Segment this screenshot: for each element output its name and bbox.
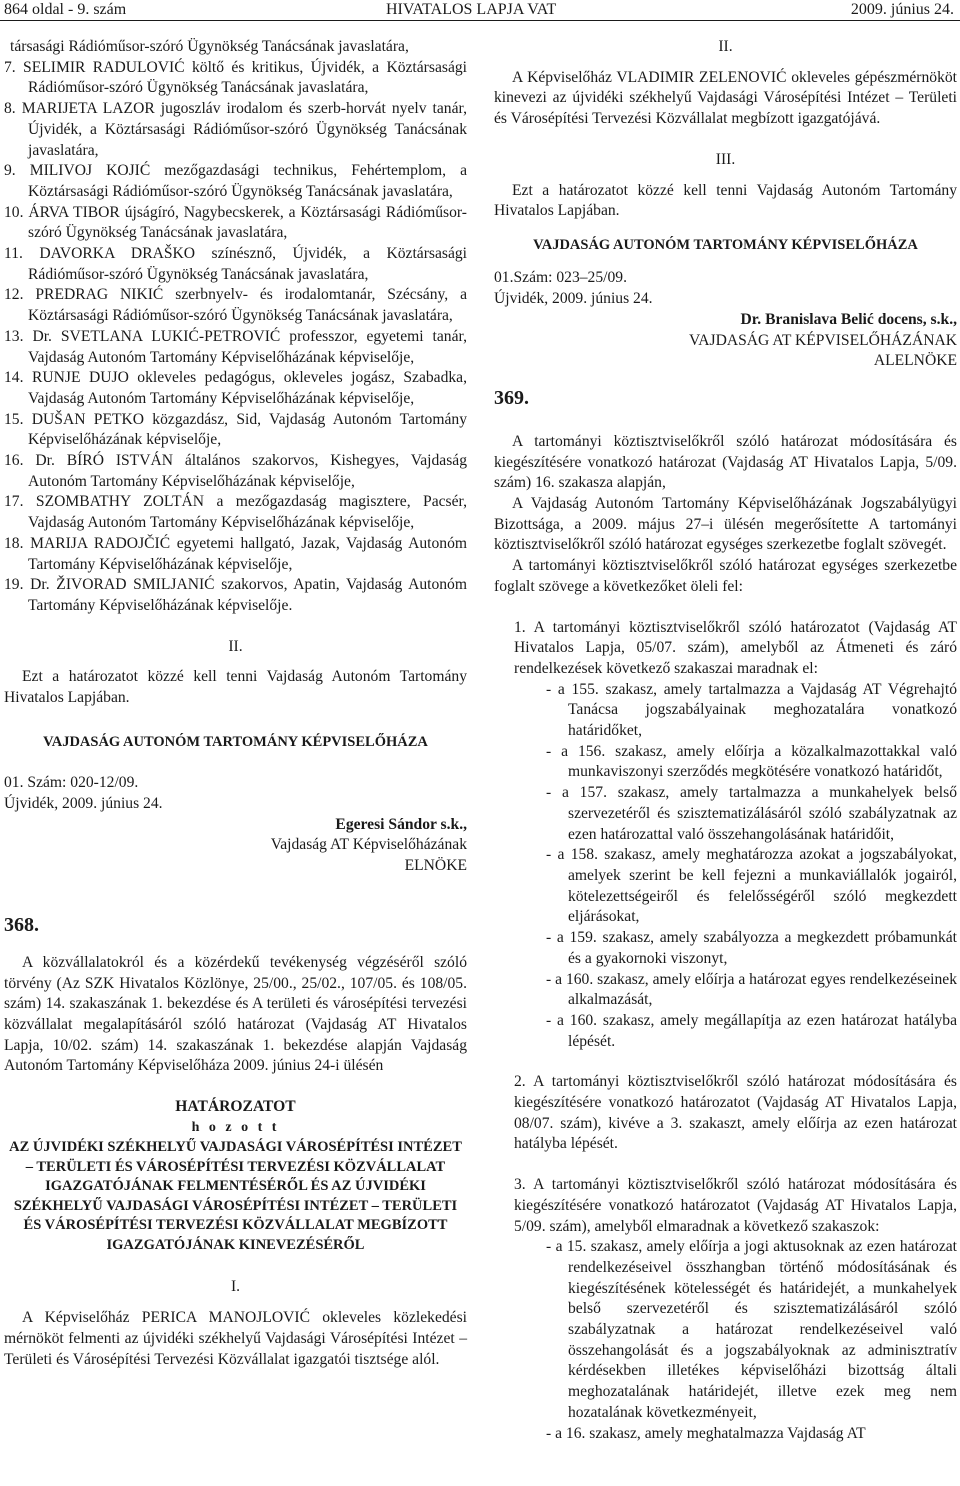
- list-item: 18. MARIJA RADOJČIĆ egyetemi hallgató, Jazak, Vajdaság Autonóm Tartomány Képviselőházának képviselője,: [4, 534, 467, 573]
- list-intro: társasági Rádióműsor-szóró Ügynökség Tanácsának javaslatára,: [10, 38, 409, 55]
- preamble: A közvállalatokról és a közérdekű tevékenység végzéséről szóló törvény (Az SZK Hivatalos Közlönye, 25/00., 25/02., 107/05. és 108/05. szám) 14. szakaszának 1. bekezdése és A területi és városépítési tervezési közvállalat megalapításáról szóló határozat (Vajdaság AT Hivatalos Lapja, 10/02. szám) 14. szakaszának 1. bekezdése alapján Vajdaság Autonóm Tartomány Képviselőháza 2009. június 24-i ülésén: [4, 953, 467, 1075]
- place-date: Újvidék, 2009. június 24.: [494, 290, 653, 308]
- section-ii-heading: II.: [228, 637, 243, 655]
- list-item: 11. DAVORKA DRAŠKO színésznő, Újvidék, a Köztársasági Rádióműsor-szóró Ügynökség Tanácsának javaslatára,: [4, 245, 467, 283]
- dash-list-item: - a 155. szakasz, amely tartalmazza a Vajdaság AT Végrehajtó Tanácsa jogszabályainak meghozatalára vonatkozó határidőket,: [546, 680, 957, 740]
- page-header: [0, 0, 960, 22]
- list-item: 7. SELIMIR RADULOVIĆ költő és kritikus, Újvidék, a Köztársasági Rádióműsor-szóró Ügynökség Tanácsának javaslatára,: [4, 58, 467, 97]
- list-item: 12. PREDRAG NIKIĆ szerbnyelv- és irodalomtanár, Szécsány, a Köztársasági Rádióműsor-szóró Ügynökség Tanácsának javaslatára,: [4, 286, 467, 325]
- body-title: VAJDASÁG AUTONÓM TARTOMÁNY KÉPVISELŐHÁZA: [533, 236, 918, 253]
- paragraph-3: A tartományi köztisztviselőkről szóló határozat egységes szerkezetbe foglalt szövege a következőket öleli fel:: [494, 557, 957, 595]
- section-ii-text: A Képviselőház VLADIMIR ZELENOVIĆ okleveles gépészmérnököt kinevezi az újvidéki székhelyű Vajdasági Városépítési Intézet – Területi és Városépítési Tervezési Közvállalat megbízott igazgatójává.: [494, 68, 957, 128]
- signer-name: Egeresi Sándor s.k.,: [335, 815, 467, 833]
- member-list: [4, 58, 467, 617]
- point-1: 1. A tartományi köztisztviselőkről szóló határozatot (Vajdaság AT Hivatalos Lapja, 05/07. szám), amelyből az Átmeneti és záró rendelkezések következő szakaszai maradnak el:: [514, 618, 957, 677]
- dash-list-item: - a 157. szakasz, amely tartalmazza a munkahelyek belső szervezetéről és szisztematizálásáról szóló szabályzatnak az ezen határozattal való összehangolásának határidőit,: [546, 784, 957, 843]
- signer-name: Dr. Branislava Belić docens, s.k.,: [740, 310, 957, 328]
- publish-text: Ezt a határozatot közzé kell tenni Vajdaság Autonóm Tartomány Hivatalos Lapjában.: [4, 668, 467, 707]
- place-date: Újvidék, 2009. június 24.: [4, 795, 163, 812]
- dash-list-item: - a 15. szakasz, amely előírja a jogi aktusoknak az ezen határozat rendelkezéseivel összhangban történő módosításának és kiegészítésének kötelességét és határidejét, a munkahelyek belső szervezetéről és szisztematizálásáról szóló szabályzatnak a határozat rendelkezéseivel való összehangolását és a jogszabályoknak az adminisztratív kérdésekben illetékes képviselőházi bizottság általi meghozatalának határidejét, illetve ezek meg nem hozatalának következményeit,: [546, 1238, 957, 1421]
- signer-role: Vajdaság AT Képviselőházának: [270, 836, 467, 854]
- decision-heading: AZ ÚJVIDÉKI SZÉKHELYŰ VAJDASÁGI VÁROSÉPÍTÉSI INTÉZET – TERÜLETI ÉS VÁROSÉPÍTÉSI TERVEZÉSI KÖZVÁLLALAT IGAZGATÓJÁNAK FELMENTÉSÉRŐL ÉS AZ ÚJVIDÉKI SZÉKHELYŰ VAJDASÁGI VÁROSÉPÍTÉSI INTÉZET – TERÜLETI ÉS VÁROSÉPÍTÉSI TERVEZÉSI KÖZVÁLLALAT MEGBÍZOTT IGAZGATÓJÁNAK KINEVEZÉSÉRŐL: [9, 1139, 462, 1253]
- issue-date: 2009. június 24.: [850, 1, 954, 18]
- document-number: 368.: [4, 913, 39, 936]
- list-item: 19. Dr. ŽIVORAD SMILJANIĆ szakorvos, Apatin, Vajdaság Autonóm Tartomány Képviselőházának képviselője.: [4, 576, 467, 614]
- point-1-dash-list: [494, 680, 957, 1053]
- dash-list-item: - a 159. szakasz, amely szabályozza a megkezdett próbamunkát és a gyakornoki viszonyt,: [546, 929, 957, 967]
- dash-list-item: - a 160. szakasz, amely előírja a határozat egyes rendelkezéseinek alkalmazását,: [546, 970, 957, 1009]
- paragraph-2: A Vajdaság Autonóm Tartomány Képviselőházának Jogszabályügyi Bizottsága, a 2009. május 27–i ülésén megerősítette A tartományi köztisztviselőkről szóló határozat egységes szerkezetbe foglalt szövegét.: [494, 495, 957, 554]
- list-item: 15. DUŠAN PETKO közgazdász, Sid, Vajdaság Autonóm Tartomány Képviselőházának képviselője,: [4, 410, 467, 449]
- signer-role: VAJDASÁG AT KÉPVISELŐHÁZÁNAK: [688, 331, 957, 349]
- page-number: 864 oldal - 9. szám: [4, 1, 127, 18]
- left-column: [4, 37, 467, 1370]
- list-item: 17. SZOMBATHY ZOLTÁN a mezőgazdaság magisztere, Pacsér, Vajdaság Autonóm Tartomány Képviselőházának képviselője,: [4, 493, 467, 532]
- dash-list-item: - a 156. szakasz, amely előírja a közalkalmazottakkal való munkaviszonyi szerződés megkötésére vonatkozó határidőt,: [546, 742, 957, 781]
- list-item: 14. RUNJE DUJO okleveles pedagógus, okleveles jogász, Szabadka, Vajdaság Autonóm Tartomány Képviselőházának képviselője,: [4, 369, 467, 407]
- section-i-text: A Képviselőház PERICA MANOJLOVIĆ okleveles közlekedési mérnököt felmenti az újvidéki székhelyű Vajdasági Városépítési Intézet – Területi és Városépítési Tervezési Közvállalat igazgatói tisztsége alól.: [4, 1309, 467, 1368]
- list-item: 10. ÁRVA TIBOR újságíró, Nagybecskerek, a Köztársasági Rádióműsor-szóró Ügynökség Tanácsának javaslatára,: [4, 203, 467, 242]
- list-item: 8. MARIJETA LAZOR jugoszláv irodalom és szerb-horvát nyelv tanár, Újvidék, a Köztársasági Rádióműsor-szóró Ügynökség Tanácsának javaslatára,: [4, 100, 467, 159]
- list-item: 13. Dr. SVETLANA LUKIĆ-PETROVIĆ professzor, egyetemi tanár, Vajdaság Autonóm Tartomány Képviselőházának képviselője,: [4, 327, 467, 366]
- point-3-dash-list: [494, 1237, 957, 1444]
- section-ii-heading: II.: [718, 38, 733, 55]
- decision-subtitle: h o z o t t: [191, 1119, 280, 1135]
- dash-list-item: - a 16. szakasz, amely meghatalmazza Vajdaság AT: [546, 1424, 866, 1442]
- list-item: 9. MILIVOJ KOJIĆ mezőgazdasági technikus, Fehértemplom, a Köztársasági Rádióműsor-szóró Ügynökség Tanácsának javaslatára,: [4, 162, 467, 200]
- signer-title: ALELNÖKE: [873, 352, 957, 370]
- dash-list-item: - a 158. szakasz, amely meghatározza azokat a jogszabályokat, amelyek szerint be kell fejezni a munkaviállalók jogairól, kötelezettségeiről és felelősségéről szóló megkezdett eljárásokat,: [546, 846, 957, 926]
- list-item: 16. Dr. BÍRÓ ISTVÁN általános szakorvos, Kishegyes, Vajdaság Autonóm Tartomány Képviselőházának képviselője,: [4, 452, 467, 490]
- publish-text: Ezt a határozatot közzé kell tenni Vajdaság Autonóm Tartomány Hivatalos Lapjában.: [494, 181, 957, 220]
- section-iii-heading: III.: [715, 150, 736, 168]
- point-3: 3. A tartományi köztisztviselőkről szóló határozat módosítására és kiegészítésére vonatkozó határozatot (Vajdaság AT Hivatalos Lapja, 5/09. szám), amelyből elmaradnak a következő szakaszok:: [514, 1176, 957, 1235]
- document-number: 369.: [494, 386, 529, 409]
- dash-list-item: - a 160. szakasz, amely megállapítja az ezen határozat hatályba lépését.: [546, 1011, 957, 1050]
- body-title: VAJDASÁG AUTONÓM TARTOMÁNY KÉPVISELŐHÁZA: [43, 733, 428, 750]
- reference-number: 01.Szám: 023–25/09.: [494, 269, 627, 287]
- paragraph-1: A tartományi köztisztviselőkről szóló határozat módosítására és kiegészítésére vonatkozó határozat (Vajdaság AT Hivatalos Lapja, 5/09. szám) 16. szakasza alapján,: [494, 432, 957, 492]
- right-column: [494, 37, 957, 1444]
- reference-number: 01. Szám: 020-12/09.: [4, 774, 139, 792]
- decision-title: HATÁROZATOT: [175, 1098, 296, 1116]
- signer-title: ELNÖKE: [404, 857, 467, 875]
- header-rule: [0, 20, 960, 21]
- point-2: 2. A tartományi köztisztviselőkről szóló határozat módosítására és kiegészítésére vonatkozó határozatot (Vajdaság AT Hivatalos Lapja, 08/07. szám), kivéve a 3. szakaszt, amely előírja az ezen határozat hatályba lépését.: [514, 1073, 957, 1153]
- section-i-heading: I.: [230, 1278, 241, 1296]
- publication-title: HIVATALOS LAPJA VAT: [386, 1, 557, 18]
